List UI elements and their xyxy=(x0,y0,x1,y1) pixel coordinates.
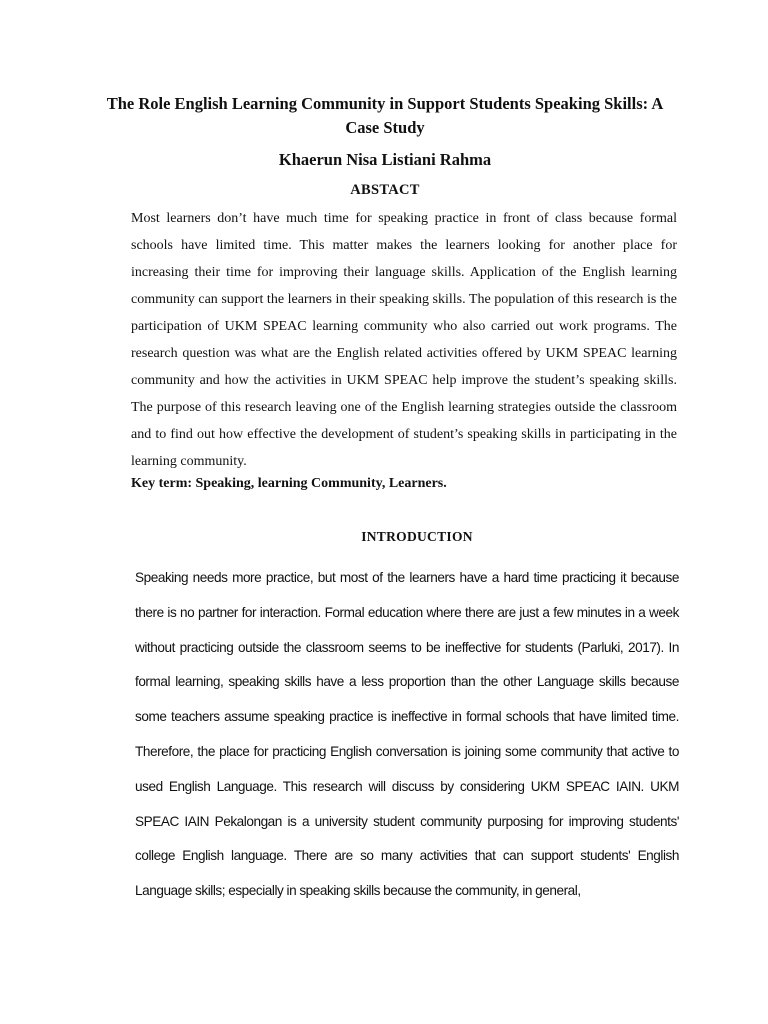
abstract-heading: ABSTACT xyxy=(350,182,420,198)
introduction-paragraph: Speaking needs more practice, but most of the learners have a hard time practicing it because there is no partner for interaction. Formal education where there are just a few minutes in a week without practicing outside the classroom seems to be ineffective for students (Parluki, 2017). In formal learning, speaking skills have a less proportion than the other Language skills because some teachers assume speaking practice is ineffective in formal schools that have limited time. Therefore, the place for practicing English conversation is joining some community that active to used English Language. This research will discuss by considering UKM SPEAC IAIN. UKM SPEAC IAIN Pekalongan is a university student community purposing for improving students' college English language. There are so many activities that can support students' English Language skills; especially in speaking skills because the community, in general, xyxy=(135,570,679,899)
paper-title: The Role English Learning Community in Support Students Speaking Skills: A Case Study xyxy=(106,94,664,137)
key-terms: Key term: Speaking, learning Community, Learners. xyxy=(131,476,447,491)
abstract-paragraph: Most learners don’t have much time for speaking practice in front of class because formal schools have limited time. This matter makes the learners looking for another place for increasing their time for improving their language skills. Application of the English learning community can support the learners in their speaking skills. The population of this research is the participation of UKM SPEAC learning community who also carried out work programs. The research question was what are the English related activities offered by UKM SPEAC learning community and how the activities in UKM SPEAC help improve the student’s speaking skills. The purpose of this research leaving one of the English learning strategies outside the classroom and to find out how effective the development of student’s speaking skills in participating in the learning community. xyxy=(131,211,677,469)
author-name: Khaerun Nisa Listiani Rahma xyxy=(278,150,492,169)
introduction-heading: INTRODUCTION xyxy=(361,529,473,544)
